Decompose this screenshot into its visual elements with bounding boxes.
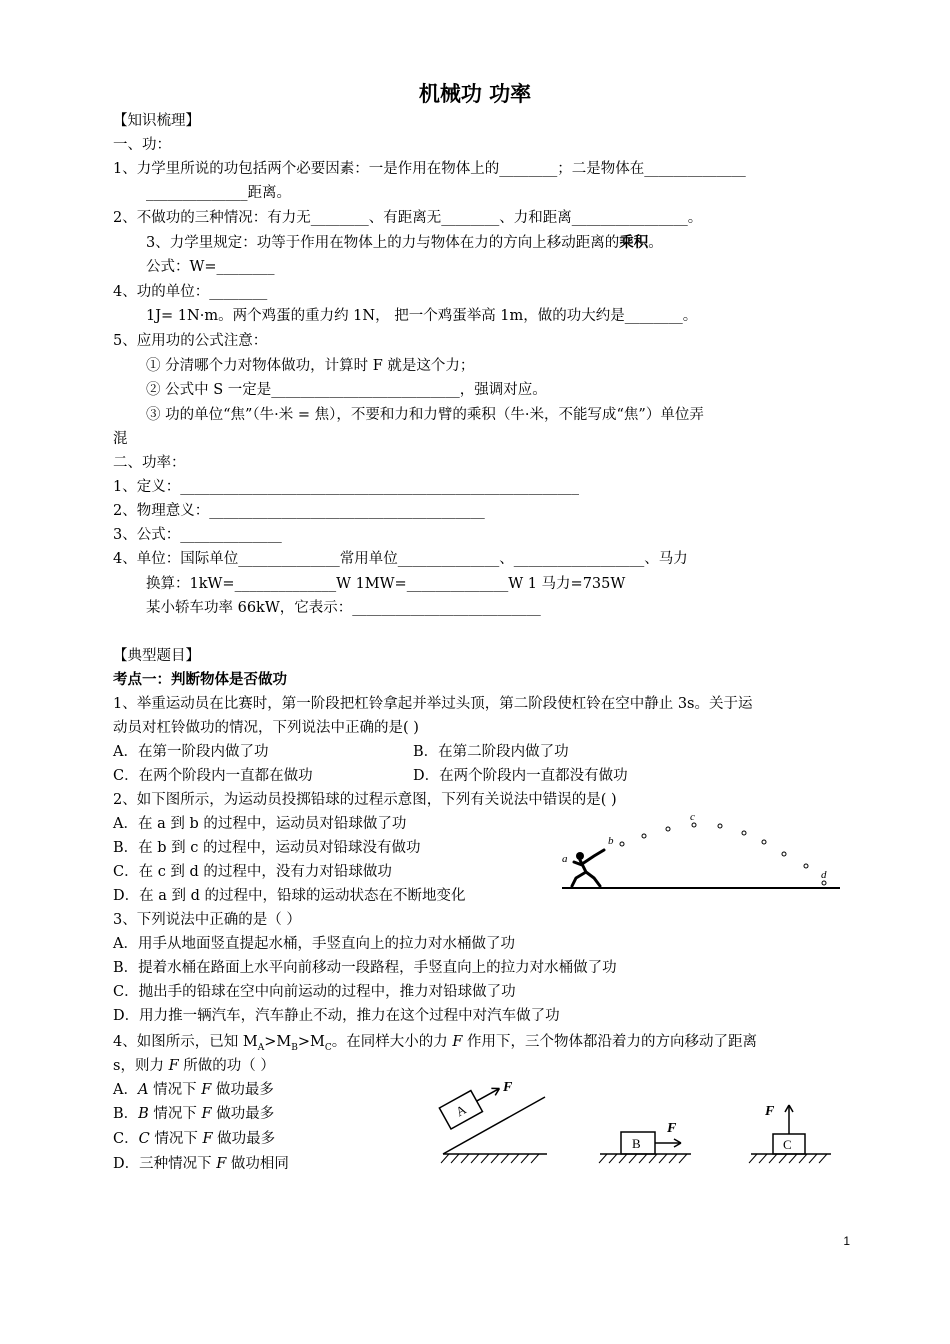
conversion-line: 换算：1kW=______________W 1MW=______________W 1 马力=735W <box>146 576 626 592</box>
q4-stem-cont: s，则力 F 所做的功（ ） <box>113 1058 275 1074</box>
label-b: b <box>608 835 614 847</box>
section-typical: 【典型题目】 <box>113 648 200 664</box>
label-a: a <box>562 853 568 865</box>
power-line-1: 1、定义：_______________________________________________________ <box>113 479 579 495</box>
q4-option-c: C．C 情况下 F 做功最多 <box>113 1131 276 1147</box>
incline-block-a <box>439 1078 547 1163</box>
knowledge-line-3: 3、力学里规定：功等于作用在物体上的力与物体在力的方向上移动距离的乘积。 <box>146 234 663 251</box>
heading-work: 一、功： <box>113 137 171 153</box>
knowledge-line-1: 1、力学里所说的功包括两个必要因素：一是作用在物体上的________；二是物体在______________ <box>113 161 746 177</box>
note-3: ③ 功的单位“焦”（牛·米 = 焦），不要和力和力臂的乘积（牛·米，不能写成“焦”）单位弄 <box>146 407 704 423</box>
power-line-2: 2、物理意义：______________________________________ <box>113 503 485 519</box>
block-b-label: B <box>632 1136 641 1151</box>
heading-power: 二、功率： <box>113 455 186 471</box>
knowledge-line-5: 5、应用功的公式注意： <box>113 333 268 349</box>
q3-option-b: B．提着水桶在路面上水平向前移动一段路程，手竖直向上的拉力对水桶做了功 <box>113 960 617 976</box>
q1-option-c: C．在两个阶段内一直都在做功 <box>113 768 313 784</box>
joule-line: 1J= 1N·m。两个鸡蛋的重力约 1N， 把一个鸡蛋举高 1m，做的功大约是________。 <box>146 308 698 324</box>
q4-option-a: A．A 情况下 F 做功最多 <box>113 1082 274 1098</box>
blocks-figure <box>435 1075 845 1170</box>
bold-product: 乘积 <box>619 234 649 251</box>
note-2: ② 公式中 S 一定是__________________________，强调对应。 <box>146 382 547 398</box>
q1-option-a: A．在第一阶段内做了功 <box>113 744 269 760</box>
q4-option-d: D．三种情况下 F 做功相同 <box>113 1156 289 1172</box>
page-title: 机械功 功率 <box>418 82 532 106</box>
q2-option-a: A．在 a 到 b 的过程中，运动员对铅球做了功 <box>113 816 407 832</box>
q3-option-c: C．抛出手的铅球在空中向前运动的过程中，推力对铅球做了功 <box>113 984 516 1000</box>
knowledge-line-2: 2、不做功的三种情况：有力无________、有距离无________、力和距离________________。 <box>113 210 703 226</box>
knowledge-line-1b: ______________距离。 <box>146 185 291 201</box>
car-power-line: 某小轿车功率 66kW，它表示：__________________________ <box>146 600 541 616</box>
formula-line: 公式：W=________ <box>146 259 275 275</box>
flat-block-b <box>599 1121 691 1163</box>
q2-stem: 2、如下图所示，为运动员投掷铅球的过程示意图，下列有关说法中错误的是( ) <box>113 792 617 808</box>
q1-option-b: B．在第二阶段内做了功 <box>413 744 569 760</box>
block-c-label: C <box>783 1137 792 1152</box>
force-b-label: F <box>667 1121 677 1136</box>
q2-option-b: B．在 b 到 c 的过程中，运动员对铅球没有做功 <box>113 840 421 856</box>
page-number: 1 <box>843 1234 850 1248</box>
q3-stem: 3、下列说法中正确的是（ ） <box>113 912 301 928</box>
q4-option-b: B．B 情况下 F 做功最多 <box>113 1106 275 1122</box>
athlete-icon <box>572 850 604 886</box>
label-d: d <box>821 869 827 881</box>
shotput-figure <box>560 808 845 898</box>
q4-stem: 4、如图所示，已知 $M_A>M_B>M_C$。在同样大小的力 F 作用下，三个物体都沿着力的方向移动了距离 <box>113 1034 757 1053</box>
q1-stem: 1、举重运动员在比赛时，第一阶段把杠铃拿起并举过头顶，第二阶段使杠铃在空中静止 3s。关于运 <box>113 696 753 712</box>
force-c-label: F <box>765 1104 775 1119</box>
q2-option-d: D．在 a 到 d 的过程中，铅球的运动状态在不断地变化 <box>113 888 466 904</box>
q1-option-d: D．在两个阶段内一直都没有做功 <box>413 768 628 784</box>
flat-block-c <box>749 1104 831 1163</box>
note-3-cont: 混 <box>113 431 128 447</box>
knowledge-line-4: 4、功的单位：________ <box>113 284 268 300</box>
section-knowledge: 【知识梳理】 <box>113 113 200 129</box>
block-a-label: A <box>453 1101 469 1120</box>
force-a-label: F <box>503 1080 513 1095</box>
power-line-3: 3、公式：______________ <box>113 527 282 543</box>
power-line-4: 4、单位：国际单位______________常用单位______________、__________________、马力 <box>113 551 688 567</box>
topic-1-heading: 考点一：判断物体是否做功 <box>113 671 287 688</box>
q3-option-d: D．用力推一辆汽车，汽车静止不动，推力在这个过程中对汽车做了功 <box>113 1008 560 1024</box>
q3-option-a: A．用手从地面竖直提起水桶，手竖直向上的拉力对水桶做了功 <box>113 936 515 952</box>
note-1: ① 分清哪个力对物体做功，计算时 F 就是这个力； <box>146 358 475 374</box>
q2-option-c: C．在 c 到 d 的过程中，没有力对铅球做功 <box>113 864 392 880</box>
label-c: c <box>690 811 695 823</box>
q1-stem-cont: 动员对杠铃做功的情况，下列说法中正确的是( ) <box>113 720 419 736</box>
